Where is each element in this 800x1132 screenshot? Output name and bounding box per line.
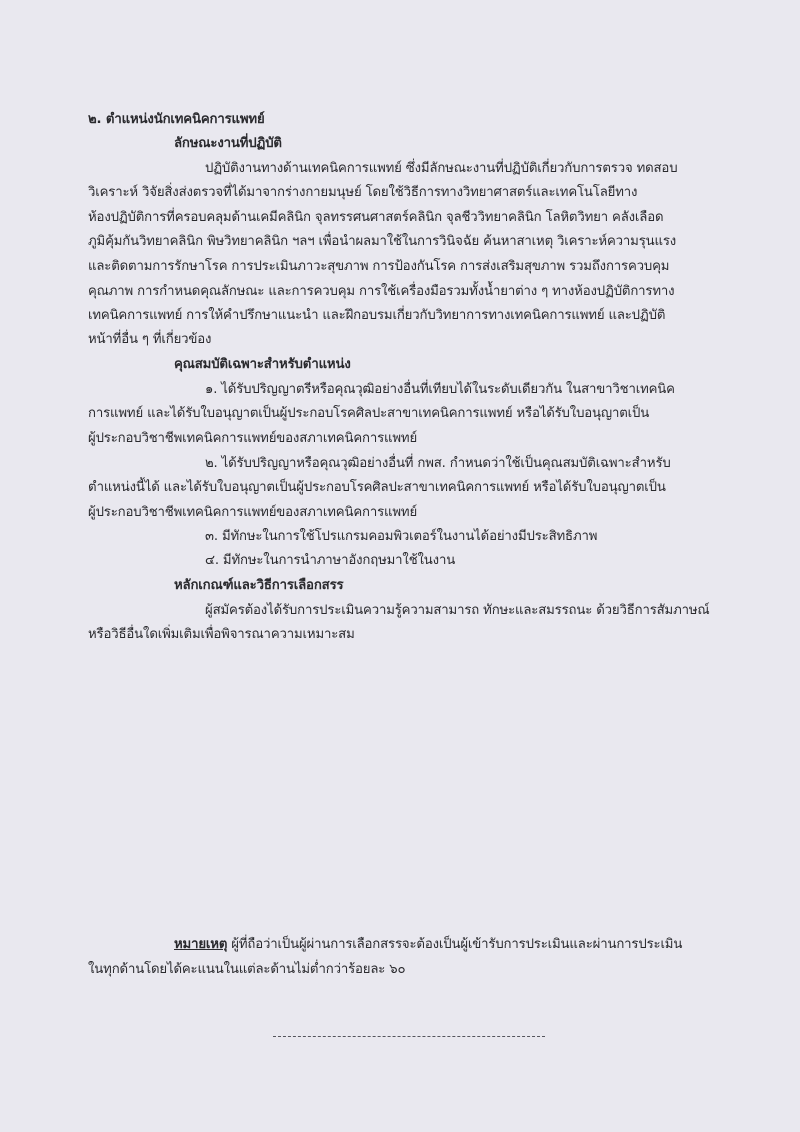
- duties-line: ปฏิบัติงานทางด้านเทคนิคการแพทย์ ซึ่งมีลักษณะงานที่ปฏิบัติเกี่ยวกับการตรวจ ทดสอบ: [205, 161, 678, 176]
- end-divider: [273, 1036, 545, 1037]
- qualifications-title: คุณสมบัติเฉพาะสำหรับตำแหน่ง: [174, 357, 351, 372]
- duties-line: วิเคราะห์ วิจัยสิ่งส่งตรวจที่ได้มาจากร่างกายมนุษย์ โดยใช้วิธีการทางวิทยาศาสตร์และเทคโนโลยีทาง: [88, 185, 638, 200]
- qualification-line: ๓. มีทักษะในการใช้โปรแกรมคอมพิวเตอร์ในงานได้อย่างมีประสิทธิภาพ: [205, 529, 598, 544]
- duties-line: เทคนิคการแพทย์ การให้คำปรึกษาแนะนำ และฝึกอบรมเกี่ยวกับวิทยาการทางเทคนิคการแพทย์ และปฏิบัติ: [88, 308, 666, 323]
- duties-line: หน้าที่อื่น ๆ ที่เกี่ยวข้อง: [88, 332, 212, 347]
- qualification-line: ๒. ได้รับปริญญาหรือคุณวุฒิอย่างอื่นที่ กพส. กำหนดว่าใช้เป็นคุณสมบัติเฉพาะสำหรับ: [205, 456, 671, 471]
- note-text: ผู้ที่ถือว่าเป็นผู้ผ่านการเลือกสรรจะต้องเป็นผู้เข้ารับการประเมินและผ่านการประเมิน: [227, 937, 683, 952]
- duties-title: ลักษณะงานที่ปฏิบัติ: [174, 136, 282, 151]
- duties-line: ภูมิคุ้มกันวิทยาคลินิก พิษวิทยาคลินิก ฯลฯ เพื่อนำผลมาใช้ในการวินิจฉัย ค้นหาสาเหตุ วิเคราะห์ความรุนแรง: [88, 234, 677, 249]
- section-heading: ๒. ตำแหน่งนักเทคนิคการแพทย์: [88, 112, 265, 127]
- duties-line: และติดตามการรักษาโรค การประเมินภาวะสุขภาพ การป้องกันโรค การส่งเสริมสุขภาพ รวมถึงการควบคุม: [88, 259, 670, 274]
- qualification-line: ๔. มีทักษะในการนำภาษาอังกฤษมาใช้ในงาน: [205, 553, 456, 568]
- qualification-line: ตำแหน่งนี้ได้ และได้รับใบอนุญาตเป็นผู้ประกอบโรคศิลปะสาขาเทคนิคการแพทย์ หรือได้รับใบอนุญาตเป็น: [88, 480, 666, 495]
- qualification-line: ๑. ได้รับปริญญาตรีหรือคุณวุฒิอย่างอื่นที่เทียบได้ในระดับเดียวกัน ในสาขาวิชาเทคนิค: [205, 382, 675, 397]
- note-line: [174, 935, 682, 955]
- selection-line: ผู้สมัครต้องได้รับการประเมินความรู้ความสามารถ ทักษะและสมรรถนะ ด้วยวิธีการสัมภาษณ์: [205, 603, 710, 618]
- note-label: หมายเหตุ: [174, 937, 228, 952]
- selection-title: หลักเกณฑ์และวิธีการเลือกสรร: [174, 578, 344, 593]
- duties-line: ห้องปฏิบัติการที่ครอบคลุมด้านเคมีคลินิก จุลทรรศนศาสตร์คลินิก จุลชีววิทยาคลินิก โลหิตวิทยา คลังเลือด: [88, 210, 664, 225]
- qualification-line: ผู้ประกอบวิชาชีพเทคนิคการแพทย์ของสภาเทคนิคการแพทย์: [88, 505, 418, 520]
- duties-line: คุณภาพ การกำหนดคุณลักษณะ และการควบคุม การใช้เครื่องมือรวมทั้งน้ำยาต่าง ๆ ทางห้องปฏิบัติการทาง: [88, 284, 675, 299]
- selection-line: หรือวิธีอื่นใดเพิ่มเติมเพื่อพิจารณาความเหมาะสม: [88, 627, 355, 642]
- qualification-line: การแพทย์ และได้รับใบอนุญาตเป็นผู้ประกอบโรคศิลปะสาขาเทคนิคการแพทย์ หรือได้รับใบอนุญาตเป็น: [88, 406, 650, 421]
- qualification-line: ผู้ประกอบวิชาชีพเทคนิคการแพทย์ของสภาเทคนิคการแพทย์: [88, 431, 418, 446]
- note-line: ในทุกด้านโดยได้คะแนนในแต่ละด้านไม่ต่ำกว่าร้อยละ ๖๐: [88, 962, 406, 977]
